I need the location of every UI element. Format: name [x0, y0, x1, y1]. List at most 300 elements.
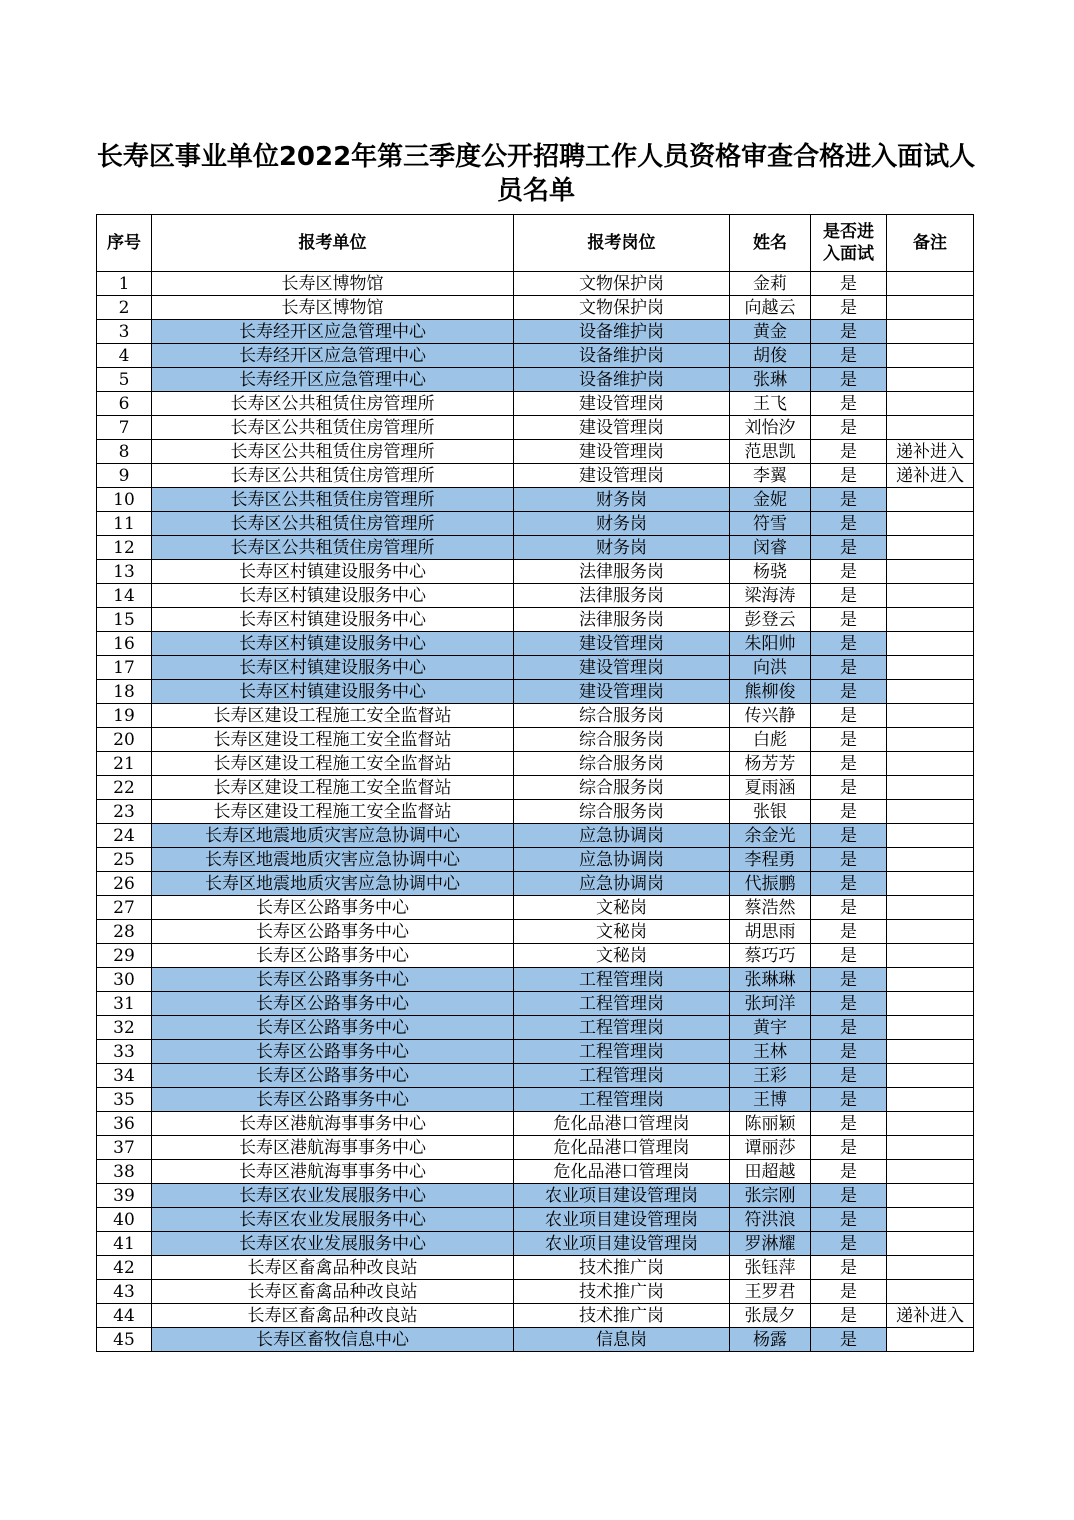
cell-interview: 是 [811, 440, 887, 464]
table-row [97, 464, 974, 488]
cell-no: 36 [97, 1112, 152, 1136]
header-name: 姓名 [730, 215, 811, 272]
cell-remark [887, 584, 974, 608]
cell-remark [887, 560, 974, 584]
cell-unit: 长寿区村镇建设服务中心 [152, 560, 514, 584]
cell-unit: 长寿区港航海事事务中心 [152, 1160, 514, 1184]
cell-name: 杨露 [730, 1328, 811, 1352]
cell-unit: 长寿区村镇建设服务中心 [152, 584, 514, 608]
cell-interview: 是 [811, 1304, 887, 1328]
cell-no: 40 [97, 1208, 152, 1232]
cell-no: 10 [97, 488, 152, 512]
cell-unit: 长寿区村镇建设服务中心 [152, 656, 514, 680]
table-row [97, 848, 974, 872]
cell-unit: 长寿区公共租赁住房管理所 [152, 416, 514, 440]
table-row [97, 1184, 974, 1208]
cell-name: 张晟夕 [730, 1304, 811, 1328]
cell-interview: 是 [811, 896, 887, 920]
cell-no: 26 [97, 872, 152, 896]
cell-remark [887, 680, 974, 704]
cell-no: 35 [97, 1088, 152, 1112]
table-row [97, 968, 974, 992]
cell-interview: 是 [811, 680, 887, 704]
cell-unit: 长寿区农业发展服务中心 [152, 1232, 514, 1256]
table-row [97, 824, 974, 848]
cell-remark [887, 488, 974, 512]
cell-remark [887, 1256, 974, 1280]
cell-unit: 长寿区地震地质灾害应急协调中心 [152, 848, 514, 872]
cell-post: 设备维护岗 [514, 344, 730, 368]
cell-no: 21 [97, 752, 152, 776]
cell-no: 15 [97, 608, 152, 632]
cell-interview: 是 [811, 1064, 887, 1088]
cell-post: 综合服务岗 [514, 752, 730, 776]
table-row [97, 560, 974, 584]
cell-remark [887, 968, 974, 992]
cell-no: 20 [97, 728, 152, 752]
cell-unit: 长寿经开区应急管理中心 [152, 320, 514, 344]
cell-post: 建设管理岗 [514, 632, 730, 656]
cell-post: 农业项目建设管理岗 [514, 1208, 730, 1232]
cell-post: 综合服务岗 [514, 704, 730, 728]
cell-unit: 长寿区地震地质灾害应急协调中心 [152, 824, 514, 848]
cell-name: 王彩 [730, 1064, 811, 1088]
cell-remark: 递补进入 [887, 440, 974, 464]
cell-interview: 是 [811, 992, 887, 1016]
table-row [97, 608, 974, 632]
cell-interview: 是 [811, 656, 887, 680]
cell-post: 农业项目建设管理岗 [514, 1232, 730, 1256]
cell-no: 38 [97, 1160, 152, 1184]
cell-interview: 是 [811, 704, 887, 728]
cell-no: 14 [97, 584, 152, 608]
cell-no: 23 [97, 800, 152, 824]
cell-interview: 是 [811, 344, 887, 368]
cell-unit: 长寿区农业发展服务中心 [152, 1184, 514, 1208]
cell-no: 45 [97, 1328, 152, 1352]
cell-post: 应急协调岗 [514, 824, 730, 848]
cell-interview: 是 [811, 296, 887, 320]
cell-interview: 是 [811, 560, 887, 584]
cell-remark: 递补进入 [887, 464, 974, 488]
cell-unit: 长寿区建设工程施工安全监督站 [152, 752, 514, 776]
cell-no: 25 [97, 848, 152, 872]
cell-interview: 是 [811, 752, 887, 776]
table-row [97, 344, 974, 368]
header-unit: 报考单位 [152, 215, 514, 272]
table-body [97, 272, 974, 1352]
table-row [97, 1328, 974, 1352]
cell-interview: 是 [811, 968, 887, 992]
cell-name: 余金光 [730, 824, 811, 848]
cell-name: 杨骁 [730, 560, 811, 584]
cell-unit: 长寿区公路事务中心 [152, 944, 514, 968]
cell-remark [887, 1040, 974, 1064]
cell-remark [887, 824, 974, 848]
table-row [97, 896, 974, 920]
cell-no: 1 [97, 272, 152, 296]
cell-name: 向洪 [730, 656, 811, 680]
cell-post: 财务岗 [514, 488, 730, 512]
cell-remark [887, 1208, 974, 1232]
cell-post: 综合服务岗 [514, 728, 730, 752]
cell-post: 危化品港口管理岗 [514, 1112, 730, 1136]
cell-remark [887, 776, 974, 800]
cell-unit: 长寿区畜牧信息中心 [152, 1328, 514, 1352]
cell-no: 17 [97, 656, 152, 680]
cell-remark [887, 656, 974, 680]
cell-name: 田超越 [730, 1160, 811, 1184]
cell-post: 工程管理岗 [514, 1016, 730, 1040]
cell-post: 工程管理岗 [514, 1088, 730, 1112]
cell-no: 3 [97, 320, 152, 344]
cell-unit: 长寿经开区应急管理中心 [152, 368, 514, 392]
table-row [97, 920, 974, 944]
cell-name: 张珂洋 [730, 992, 811, 1016]
cell-unit: 长寿区建设工程施工安全监督站 [152, 800, 514, 824]
cell-no: 12 [97, 536, 152, 560]
cell-remark [887, 1064, 974, 1088]
cell-interview: 是 [811, 584, 887, 608]
table-row [97, 800, 974, 824]
cell-interview: 是 [811, 1136, 887, 1160]
cell-remark [887, 368, 974, 392]
document-title: 长寿区事业单位2022年第三季度公开招聘工作人员资格审查合格进入面试人员名单 [96, 142, 976, 206]
cell-unit: 长寿区公路事务中心 [152, 896, 514, 920]
table-row [97, 1232, 974, 1256]
cell-interview: 是 [811, 824, 887, 848]
cell-no: 22 [97, 776, 152, 800]
cell-interview: 是 [811, 1256, 887, 1280]
table-row [97, 320, 974, 344]
cell-no: 13 [97, 560, 152, 584]
cell-unit: 长寿区建设工程施工安全监督站 [152, 704, 514, 728]
table-row [97, 392, 974, 416]
cell-post: 工程管理岗 [514, 968, 730, 992]
table-row [97, 656, 974, 680]
cell-name: 符雪 [730, 512, 811, 536]
table-row [97, 1304, 974, 1328]
cell-no: 33 [97, 1040, 152, 1064]
cell-unit: 长寿区畜禽品种改良站 [152, 1304, 514, 1328]
cell-post: 工程管理岗 [514, 1040, 730, 1064]
cell-name: 王罗君 [730, 1280, 811, 1304]
cell-unit: 长寿区公共租赁住房管理所 [152, 464, 514, 488]
table-row [97, 1064, 974, 1088]
cell-interview: 是 [811, 1088, 887, 1112]
cell-unit: 长寿区畜禽品种改良站 [152, 1256, 514, 1280]
cell-remark [887, 752, 974, 776]
cell-no: 2 [97, 296, 152, 320]
cell-remark [887, 320, 974, 344]
cell-unit: 长寿区博物馆 [152, 296, 514, 320]
cell-remark [887, 416, 974, 440]
cell-name: 金妮 [730, 488, 811, 512]
cell-interview: 是 [811, 1232, 887, 1256]
cell-name: 熊柳俊 [730, 680, 811, 704]
cell-unit: 长寿区公共租赁住房管理所 [152, 536, 514, 560]
cell-post: 财务岗 [514, 536, 730, 560]
cell-name: 王林 [730, 1040, 811, 1064]
cell-interview: 是 [811, 392, 887, 416]
cell-unit: 长寿区公共租赁住房管理所 [152, 512, 514, 536]
cell-name: 王飞 [730, 392, 811, 416]
table-row [97, 1208, 974, 1232]
cell-unit: 长寿区村镇建设服务中心 [152, 680, 514, 704]
cell-post: 综合服务岗 [514, 776, 730, 800]
cell-unit: 长寿区地震地质灾害应急协调中心 [152, 872, 514, 896]
cell-post: 农业项目建设管理岗 [514, 1184, 730, 1208]
cell-unit: 长寿区公路事务中心 [152, 968, 514, 992]
cell-post: 工程管理岗 [514, 1064, 730, 1088]
cell-remark [887, 872, 974, 896]
cell-no: 39 [97, 1184, 152, 1208]
cell-no: 29 [97, 944, 152, 968]
cell-unit: 长寿区建设工程施工安全监督站 [152, 728, 514, 752]
table-row [97, 944, 974, 968]
cell-name: 李程勇 [730, 848, 811, 872]
cell-unit: 长寿区港航海事事务中心 [152, 1136, 514, 1160]
cell-no: 30 [97, 968, 152, 992]
cell-remark [887, 272, 974, 296]
cell-name: 张钰萍 [730, 1256, 811, 1280]
cell-post: 文秘岗 [514, 920, 730, 944]
cell-interview: 是 [811, 632, 887, 656]
cell-name: 罗淋耀 [730, 1232, 811, 1256]
cell-unit: 长寿区公路事务中心 [152, 992, 514, 1016]
table-row [97, 512, 974, 536]
cell-interview: 是 [811, 1016, 887, 1040]
cell-unit: 长寿区公路事务中心 [152, 1088, 514, 1112]
cell-post: 建设管理岗 [514, 656, 730, 680]
cell-no: 31 [97, 992, 152, 1016]
cell-no: 43 [97, 1280, 152, 1304]
header-no: 序号 [97, 215, 152, 272]
cell-remark [887, 296, 974, 320]
cell-name: 黄宇 [730, 1016, 811, 1040]
table-row [97, 1136, 974, 1160]
cell-unit: 长寿区公共租赁住房管理所 [152, 440, 514, 464]
table-row [97, 776, 974, 800]
cell-post: 法律服务岗 [514, 584, 730, 608]
cell-name: 张宗刚 [730, 1184, 811, 1208]
cell-remark [887, 944, 974, 968]
cell-no: 16 [97, 632, 152, 656]
cell-no: 9 [97, 464, 152, 488]
cell-name: 谭丽莎 [730, 1136, 811, 1160]
cell-remark [887, 1112, 974, 1136]
cell-name: 李翼 [730, 464, 811, 488]
cell-interview: 是 [811, 488, 887, 512]
table-row [97, 1088, 974, 1112]
cell-post: 建设管理岗 [514, 464, 730, 488]
cell-remark [887, 1088, 974, 1112]
cell-remark [887, 536, 974, 560]
cell-unit: 长寿区公路事务中心 [152, 1040, 514, 1064]
cell-post: 设备维护岗 [514, 320, 730, 344]
table-row [97, 632, 974, 656]
cell-remark [887, 1136, 974, 1160]
table-row [97, 1256, 974, 1280]
cell-no: 24 [97, 824, 152, 848]
cell-no: 34 [97, 1064, 152, 1088]
cell-interview: 是 [811, 416, 887, 440]
cell-remark [887, 800, 974, 824]
cell-interview: 是 [811, 368, 887, 392]
cell-name: 杨芳芳 [730, 752, 811, 776]
cell-post: 应急协调岗 [514, 848, 730, 872]
cell-post: 建设管理岗 [514, 416, 730, 440]
cell-name: 朱阳帅 [730, 632, 811, 656]
cell-unit: 长寿区博物馆 [152, 272, 514, 296]
cell-name: 代振鹏 [730, 872, 811, 896]
cell-name: 彭登云 [730, 608, 811, 632]
cell-name: 范思凯 [730, 440, 811, 464]
cell-remark [887, 1328, 974, 1352]
cell-post: 文秘岗 [514, 896, 730, 920]
cell-name: 胡思雨 [730, 920, 811, 944]
cell-interview: 是 [811, 944, 887, 968]
cell-interview: 是 [811, 1208, 887, 1232]
cell-post: 技术推广岗 [514, 1280, 730, 1304]
cell-remark [887, 1160, 974, 1184]
cell-unit: 长寿经开区应急管理中心 [152, 344, 514, 368]
cell-post: 建设管理岗 [514, 392, 730, 416]
table-row [97, 536, 974, 560]
cell-no: 6 [97, 392, 152, 416]
cell-post: 信息岗 [514, 1328, 730, 1352]
table-header [97, 215, 974, 272]
cell-no: 27 [97, 896, 152, 920]
cell-interview: 是 [811, 512, 887, 536]
cell-interview: 是 [811, 776, 887, 800]
cell-unit: 长寿区建设工程施工安全监督站 [152, 776, 514, 800]
cell-unit: 长寿区农业发展服务中心 [152, 1208, 514, 1232]
cell-remark [887, 608, 974, 632]
cell-post: 设备维护岗 [514, 368, 730, 392]
cell-post: 危化品港口管理岗 [514, 1136, 730, 1160]
cell-interview: 是 [811, 536, 887, 560]
table-row [97, 728, 974, 752]
cell-remark [887, 1184, 974, 1208]
cell-remark [887, 1232, 974, 1256]
cell-post: 技术推广岗 [514, 1256, 730, 1280]
cell-name: 白彪 [730, 728, 811, 752]
cell-interview: 是 [811, 872, 887, 896]
table-row [97, 752, 974, 776]
cell-post: 建设管理岗 [514, 440, 730, 464]
cell-name: 陈丽颖 [730, 1112, 811, 1136]
cell-post: 应急协调岗 [514, 872, 730, 896]
cell-no: 41 [97, 1232, 152, 1256]
header-post: 报考岗位 [514, 215, 730, 272]
cell-remark [887, 848, 974, 872]
cell-post: 建设管理岗 [514, 680, 730, 704]
cell-interview: 是 [811, 1040, 887, 1064]
cell-post: 技术推广岗 [514, 1304, 730, 1328]
cell-no: 19 [97, 704, 152, 728]
header-interview-label: 是否进入面试 [823, 222, 874, 264]
cell-name: 金莉 [730, 272, 811, 296]
cell-post: 综合服务岗 [514, 800, 730, 824]
table-row [97, 1040, 974, 1064]
cell-no: 37 [97, 1136, 152, 1160]
cell-post: 工程管理岗 [514, 992, 730, 1016]
candidate-table [96, 214, 974, 1352]
table-row [97, 1280, 974, 1304]
cell-interview: 是 [811, 608, 887, 632]
cell-remark: 递补进入 [887, 1304, 974, 1328]
cell-interview: 是 [811, 464, 887, 488]
cell-interview: 是 [811, 800, 887, 824]
cell-no: 4 [97, 344, 152, 368]
cell-no: 11 [97, 512, 152, 536]
cell-remark [887, 632, 974, 656]
cell-remark [887, 992, 974, 1016]
cell-name: 传兴静 [730, 704, 811, 728]
table-row [97, 416, 974, 440]
cell-post: 法律服务岗 [514, 608, 730, 632]
cell-post: 财务岗 [514, 512, 730, 536]
table-row [97, 1160, 974, 1184]
cell-unit: 长寿区公共租赁住房管理所 [152, 392, 514, 416]
table-row [97, 1016, 974, 1040]
cell-name: 张琳琳 [730, 968, 811, 992]
cell-no: 5 [97, 368, 152, 392]
table-row [97, 680, 974, 704]
cell-name: 符洪浪 [730, 1208, 811, 1232]
cell-remark [887, 704, 974, 728]
cell-remark [887, 1016, 974, 1040]
cell-no: 18 [97, 680, 152, 704]
header-row [97, 215, 974, 272]
cell-interview: 是 [811, 1280, 887, 1304]
table-row [97, 296, 974, 320]
cell-post: 文物保护岗 [514, 272, 730, 296]
cell-no: 42 [97, 1256, 152, 1280]
cell-no: 44 [97, 1304, 152, 1328]
cell-unit: 长寿区公路事务中心 [152, 1016, 514, 1040]
cell-interview: 是 [811, 1160, 887, 1184]
cell-name: 闵睿 [730, 536, 811, 560]
cell-unit: 长寿区公共租赁住房管理所 [152, 488, 514, 512]
table-row [97, 992, 974, 1016]
cell-post: 危化品港口管理岗 [514, 1160, 730, 1184]
table-row [97, 488, 974, 512]
table-row [97, 1112, 974, 1136]
cell-unit: 长寿区村镇建设服务中心 [152, 608, 514, 632]
cell-name: 蔡浩然 [730, 896, 811, 920]
cell-unit: 长寿区公路事务中心 [152, 1064, 514, 1088]
cell-remark [887, 1280, 974, 1304]
cell-post: 文秘岗 [514, 944, 730, 968]
cell-name: 王博 [730, 1088, 811, 1112]
table-row [97, 704, 974, 728]
cell-post: 文物保护岗 [514, 296, 730, 320]
cell-unit: 长寿区港航海事事务中心 [152, 1112, 514, 1136]
cell-name: 刘怡汐 [730, 416, 811, 440]
cell-interview: 是 [811, 920, 887, 944]
cell-interview: 是 [811, 728, 887, 752]
table-row [97, 584, 974, 608]
cell-remark [887, 512, 974, 536]
cell-interview: 是 [811, 848, 887, 872]
cell-name: 黄金 [730, 320, 811, 344]
cell-interview: 是 [811, 320, 887, 344]
cell-remark [887, 896, 974, 920]
cell-no: 28 [97, 920, 152, 944]
cell-name: 张琳 [730, 368, 811, 392]
